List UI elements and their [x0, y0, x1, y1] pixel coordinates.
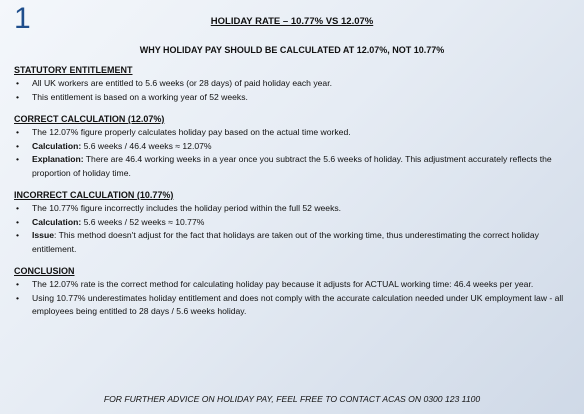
item-text: The 10.77% figure incorrectly includes the holiday period within the full 52 weeks. [32, 203, 342, 213]
list-item [14, 202, 570, 216]
page-number: 1 [14, 2, 31, 35]
list-item [14, 229, 570, 256]
list-item [14, 216, 570, 230]
section-correct-calculation [14, 114, 570, 180]
section-heading: CORRECT CALCULATION (12.07%) [14, 114, 165, 124]
item-text: This entitlement is based on a working year of 52 weeks. [32, 91, 248, 102]
item-text: There are 46.4 working weeks in a year once you subtract the 5.6 weeks of holiday. This adjustment accurately reflects the proportion of holiday time. [32, 154, 552, 178]
list-item [14, 153, 570, 180]
section-heading: CONCLUSION [14, 266, 75, 276]
sections [14, 65, 570, 319]
item-text: All UK workers are entitled to 5.6 weeks (or 28 days) of paid holiday each year. [32, 78, 332, 88]
item-text: Using 10.77% underestimates holiday entitlement and does not comply with the accurate calculation needed under UK employment law - all employees being entitled to 28 days / 5.6 weeks holiday. [32, 292, 564, 316]
page-title: HOLIDAY RATE – 10.77% VS 12.07% [210, 16, 374, 27]
item-text: 5.6 weeks / 52 weeks ≈ 10.77% [81, 216, 205, 227]
bullet-list [14, 126, 570, 180]
section-incorrect-calculation [14, 190, 570, 256]
list-item [14, 77, 570, 91]
list-item [14, 91, 570, 105]
section-heading: INCORRECT CALCULATION (10.77%) [14, 190, 174, 200]
item-text: The 12.07% rate is the correct method for calculating holiday pay because it adjusts for ACTUAL working time: 46.4 weeks per year. [32, 279, 534, 289]
section-conclusion [14, 266, 570, 319]
item-text: The 12.07% figure properly calculates holiday pay based on the actual time worked. [32, 127, 351, 137]
list-item [14, 140, 570, 154]
bullet-list [14, 278, 570, 319]
item-text: : This method doesn't adjust for the fact that holidays are taken out of the working time, thus underestimating the correct holiday entitlement. [32, 230, 539, 254]
footer-contact-note: FOR FURTHER ADVICE ON HOLIDAY PAY, FEEL FREE TO CONTACT ACAS ON 0300 123 1100 [103, 394, 481, 404]
item-label: Issue [32, 230, 54, 240]
list-item [14, 278, 570, 292]
item-label: Explanation: [32, 154, 84, 164]
list-item [14, 292, 570, 319]
item-label: Calculation: [32, 140, 82, 151]
list-item [14, 126, 570, 140]
item-text: 5.6 weeks / 46.4 weeks ≈ 12.07% [81, 140, 212, 151]
section-statutory-entitlement [14, 65, 570, 104]
bullet-list [14, 202, 570, 256]
bullet-list [14, 77, 570, 104]
page-subtitle: WHY HOLIDAY PAY SHOULD BE CALCULATED AT 12.07%, NOT 10.77% [139, 45, 445, 55]
section-heading: STATUTORY ENTITLEMENT [14, 65, 133, 75]
item-label: Calculation: [32, 216, 82, 227]
